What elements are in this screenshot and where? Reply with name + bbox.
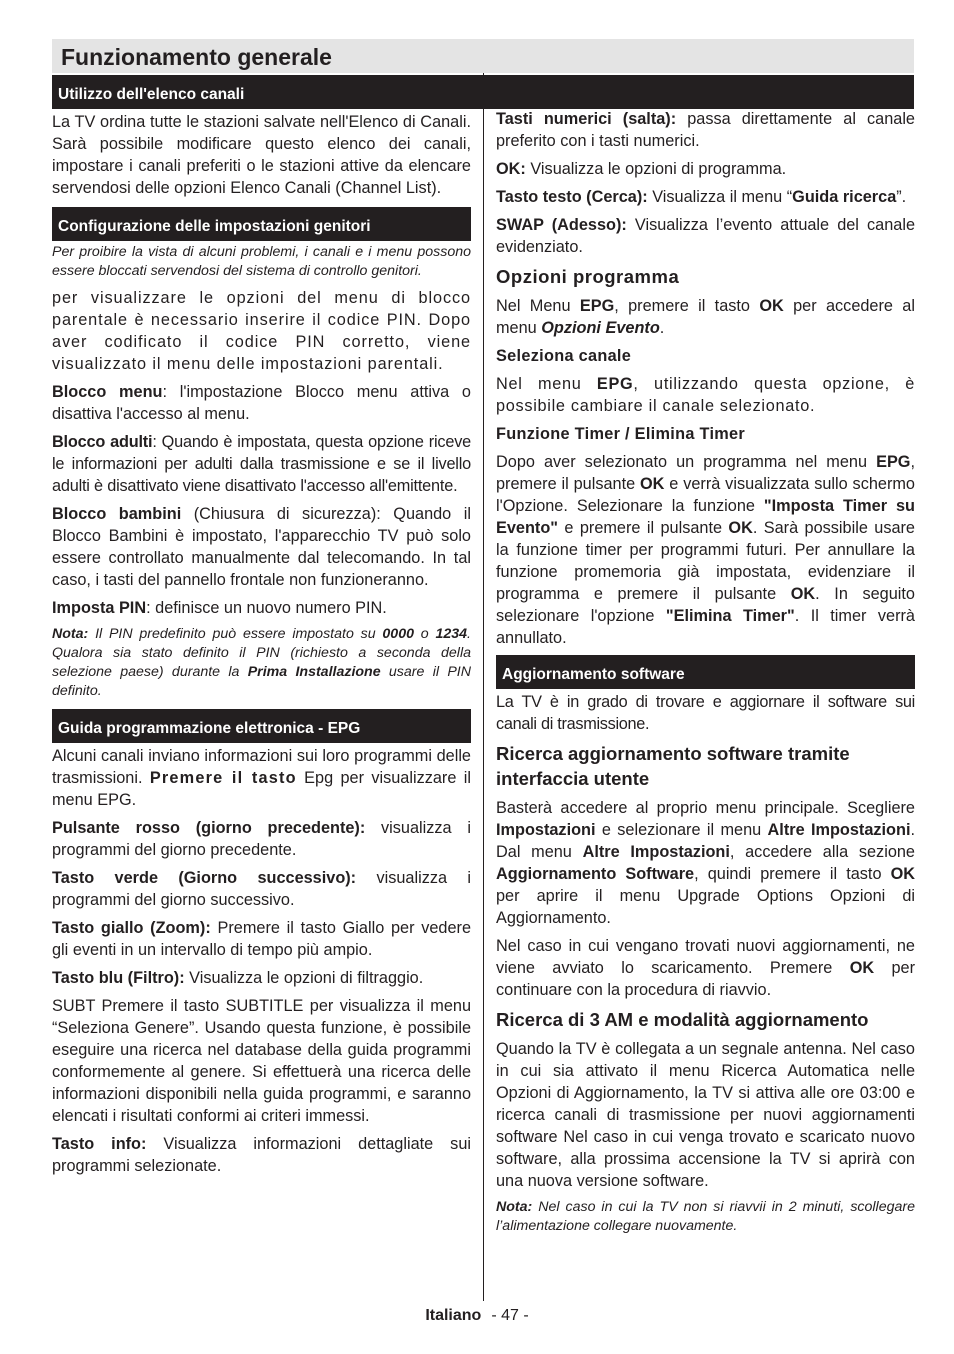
- italic-note: Per proibire la vista di alcuni problemi, i canali e i menu possono essere bloccati servendosi del sistema di controllo genitori.: [52, 244, 471, 279]
- text: . Sarà possibile usare la funzione timer per programmi futuri. Per annullare la funzione promemoria già impostata, evidenziare il programma e premere il pulsante: [496, 519, 915, 603]
- section-header-label: Aggiornamento software: [502, 666, 685, 683]
- paragraph: Quando la TV è collegata a un segnale antenna. Nel caso in cui sia attivato il menu Ricerca Automatica nelle Opzioni di Aggiornamento, la TV si attiva alle ore 03:00 e ricerca canali di trasmissione per nuovi aggiornamenti software Nel caso in cui venga trovato e scaricato nuovo software, alla prossima accensione la TV si aprirà con una nuova versione software.: [496, 1040, 915, 1190]
- paragraph: [52, 431, 471, 497]
- definition: Visualizza le opzioni di filtraggio.: [184, 969, 424, 987]
- term: OK: [728, 519, 753, 537]
- term: Tasti numerici (salta):: [496, 110, 677, 128]
- page-title: Funzionamento generale: [61, 44, 332, 70]
- note-label: Nota:: [496, 1199, 533, 1215]
- term: Tasto testo (Cerca):: [496, 188, 648, 206]
- paragraph: [52, 867, 471, 911]
- term: EPG: [596, 375, 634, 393]
- subsection-heading: Opzioni programma: [496, 266, 680, 287]
- note-label: Nota:: [52, 626, 89, 642]
- paragraph: [52, 967, 471, 989]
- section-header-label: Utilizzo dell'elenco canali: [58, 86, 245, 103]
- text: Epg per visualizzare il menu EPG.: [52, 769, 471, 809]
- definition: : Quando è impostata, questa opzione riceve le informazioni per adulti dalla trasmissione e se il livello adulti è disattivato viene disattivato l'accesso all'emittente.: [52, 433, 472, 495]
- term: EPG: [876, 453, 911, 471]
- paragraph: [52, 381, 471, 425]
- term: Premere il tasto: [149, 769, 297, 787]
- term: OK: [790, 585, 816, 603]
- header-spacer: [496, 75, 915, 108]
- term: Blocco menu: [52, 383, 163, 401]
- paragraph: [496, 108, 915, 152]
- subsection-heading: Ricerca aggiornamento software tramite interfaccia utente: [496, 743, 850, 789]
- text: , premere il pulsante: [496, 453, 915, 493]
- section-header-label: Configurazione delle impostazioni genitori: [58, 218, 371, 235]
- subsection-heading: Funzione Timer / Elimina Timer: [496, 425, 746, 443]
- definition: Visualizza il menu “: [647, 188, 793, 206]
- pin-note: [52, 625, 471, 701]
- paragraph: [496, 214, 915, 258]
- definition: : l'impostazione Blocco menu attiva o disattiva l'accesso al menu.: [52, 383, 471, 423]
- text: per accedere al menu: [496, 297, 915, 337]
- text: , accedere alla sezione: [729, 843, 915, 861]
- note-bold: 0000: [382, 626, 414, 642]
- paragraph: [496, 186, 915, 208]
- term: Blocco bambini: [52, 505, 182, 523]
- note-text: o: [413, 626, 436, 642]
- section-header-parental: [52, 207, 471, 241]
- definition: Visualizza informazioni dettagliate sui programmi selezionate.: [52, 1135, 471, 1175]
- text: Nel caso in cui vengano trovati nuovi aggiornamenti, ne viene avviato lo scaricamento. Premere: [496, 937, 915, 977]
- term: SWAP (Adesso):: [496, 216, 627, 234]
- term: Tasto info:: [52, 1135, 147, 1153]
- text: Nel menu: [496, 375, 597, 393]
- term: Tasto verde (Giorno successivo):: [52, 869, 357, 887]
- paragraph: [496, 797, 915, 929]
- text: . In seguito selezionare l'opzione: [496, 585, 915, 625]
- note-text: Il PIN predefinito può essere impostato su: [88, 626, 383, 642]
- text: . Il timer verrà annullato.: [496, 607, 915, 647]
- term: Opzioni Evento: [541, 319, 660, 337]
- definition: Visualizza l’evento attuale del canale evidenziato.: [496, 216, 915, 256]
- page-title-bar: [52, 39, 914, 73]
- section-header-epg: [52, 709, 471, 743]
- definition: visualizza i programmi del giorno successivo.: [52, 869, 471, 909]
- term: OK: [849, 959, 875, 977]
- column-divider: [483, 73, 484, 1301]
- paragraph: La TV ordina tutte le stazioni salvate nell'Elenco di Canali. Sarà possibile modificare questo elenco dei canali, impostare i canali preferiti o le stazioni attive da elencare servendosi delle opzioni Elenco Canali (Channel List).: [52, 113, 471, 197]
- section-header-label: Guida programmazione elettronica - EPG: [58, 720, 361, 737]
- definition: visualizza i programmi del giorno precedente.: [52, 819, 471, 859]
- text: per continuare con la procedura di riavvio.: [496, 959, 915, 999]
- definition: Premere il tasto Giallo per vedere gli eventi in un intervallo di tempo più ampio.: [52, 919, 472, 959]
- text: per aprire il menu Upgrade Options Opzioni di Aggiornamento.: [496, 887, 915, 927]
- page-footer: [0, 1306, 954, 1326]
- paragraph: [496, 158, 915, 180]
- term: EPG: [579, 297, 615, 315]
- term: OK:: [496, 160, 526, 178]
- text: e selezionare il menu: [595, 821, 768, 839]
- definition: passa direttamente al canale preferito con i tasti numerici.: [496, 110, 915, 150]
- paragraph: [52, 597, 471, 619]
- note-text: Nel caso in cui la TV non si riavvii in 2 minuti, scollegare l’alimentazione collegare nuovamente.: [496, 1199, 915, 1234]
- definition: Visualizza le opzioni di programma.: [525, 160, 787, 178]
- footer-language: Italiano: [425, 1307, 482, 1324]
- left-column: [52, 75, 471, 1183]
- term: "Elimina Timer": [665, 607, 795, 625]
- term: Altre Impostazioni: [582, 843, 730, 861]
- subsection-heading: Seleziona canale: [496, 347, 632, 365]
- text: . Dal menu: [496, 821, 916, 861]
- paragraph: [52, 745, 471, 811]
- text: , quindi premere il tasto: [694, 865, 891, 883]
- paragraph: [496, 935, 915, 1001]
- paragraph: [52, 817, 471, 861]
- text: e verrà visualizzata sullo schermo l'Opzione. Selezionare la funzione: [496, 475, 915, 515]
- term: Altre Impostazioni: [767, 821, 911, 839]
- paragraph: [52, 917, 471, 961]
- paragraph: [496, 373, 915, 417]
- note-bold: Prima Installazione: [247, 664, 381, 680]
- term: "Imposta Timer su Evento": [496, 497, 915, 537]
- text: .: [659, 319, 665, 337]
- text: , utilizzando questa opzione, è possibile cambiare il canale selezionato.: [496, 375, 915, 415]
- definition: : definisce un nuovo numero PIN.: [146, 599, 387, 617]
- term: Pulsante rosso (giorno precedente):: [52, 819, 366, 837]
- definition: (Chiusura di sicurezza): Quando il Blocco Bambini è impostato, l'apparecchio TV può solo essere controllato manualmente dal telecomando. In tal caso, i tasti del pannello frontale non funzioneranno.: [52, 505, 471, 589]
- paragraph: La TV è in grado di trovare e aggiornare il software sui canali di trasmissione.: [496, 693, 915, 733]
- paragraph: SUBT Premere il tasto SUBTITLE per visualizza il menu “Seleziona Genere”. Usando questa funzione, è possibile eseguire una ricerca nel database della guida programmi conformemente al genere. Si effettuerà una ricerca delle informazioni disponibili nella guida programmi, e saranno elencati i risultati conformi ai criteri immessi.: [52, 997, 471, 1125]
- term: Imposta PIN: [52, 599, 147, 617]
- update-note: [496, 1198, 915, 1236]
- subsection-heading: Ricerca di 3 AM e modalità aggiornamento: [496, 1009, 869, 1030]
- paragraph: [496, 451, 915, 649]
- right-column: [496, 75, 915, 1242]
- term: OK: [640, 475, 665, 493]
- term: OK: [759, 297, 784, 315]
- term: Tasto blu (Filtro):: [52, 969, 185, 987]
- note-bold: 1234: [435, 626, 468, 642]
- text: Alcuni canali inviano informazioni sui loro programmi delle trasmissioni.: [52, 747, 471, 787]
- note-text: . Qualora sia stato definito il PIN (richiesto a seconda della selezione paese) durante la: [52, 626, 471, 680]
- term: OK: [890, 865, 915, 883]
- text: Nel Menu: [496, 297, 580, 315]
- header-spacer: [52, 75, 471, 111]
- text: Basterà accedere al proprio menu principale. Scegliere: [496, 799, 915, 817]
- term: Tasto giallo (Zoom):: [52, 919, 211, 937]
- term: Aggiornamento Software: [496, 865, 695, 883]
- paragraph: [52, 1133, 471, 1177]
- paragraph: [496, 295, 915, 339]
- paragraph: per visualizzare le opzioni del menu di blocco parentale è necessario inserire il codice PIN. Dopo aver codificato il codice PIN corretto, viene visualizzato il menu delle impostazioni parentali.: [52, 289, 471, 373]
- page-number: - 47 -: [491, 1307, 529, 1324]
- paragraph: [52, 503, 471, 591]
- text: e premere il pulsante: [558, 519, 729, 537]
- text: , premere il tasto: [614, 297, 760, 315]
- section-header-software-update: [496, 655, 915, 689]
- term: Guida ricerca: [792, 188, 897, 206]
- definition: ”.: [896, 188, 907, 206]
- term: Blocco adulti: [52, 433, 153, 451]
- text: Dopo aver selezionato un programma nel menu: [496, 453, 877, 471]
- note-text: usare il PIN definito.: [52, 664, 471, 699]
- term: Impostazioni: [496, 821, 596, 839]
